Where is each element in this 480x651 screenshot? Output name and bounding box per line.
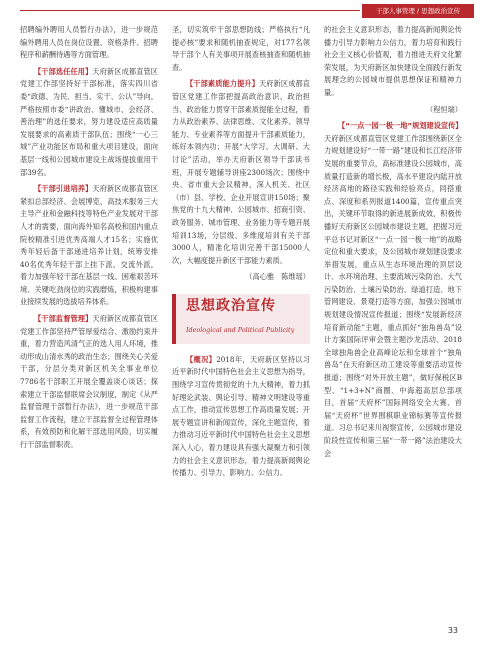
paragraph: 天府新区成都直管区党建工作部坚持好干部标准，落实四川省委“政德、为民、担当、实干、公认”导向，严格按照市委“讲政治、懂城市、会经济、善治理”的选任要求，努力建设适应高质量发展要求的高素质干部队伍；围绕“一心三城”产业功能区布局和重大项目建设，面向基层一线和公园城市建设主战场提拔重用干部39名。 bbox=[20, 66, 158, 177]
section-tag: 【干部监督管理】 bbox=[34, 314, 93, 324]
section-title: 思想政治宣传 bbox=[186, 297, 276, 314]
page-number: 33 bbox=[447, 626, 458, 635]
section-subtitle: Ideological and Political Publicity bbox=[186, 325, 295, 334]
section-label: 干部人事管理 / 思想政治宣传 bbox=[362, 4, 474, 18]
paragraph: 圣，切实筑牢干部思想防线；严格执行“凡提必核”要求和随机抽查规定，对177名领导干部个人有关事项开展查核抽查和随机抽查。 bbox=[172, 25, 310, 72]
paragraph: 招聘编外聘用人员暂行办法》，进一步规范编外聘用人员在岗位设置、资格条件、招聘程序和薪酬待遇等方面管理。 bbox=[20, 25, 158, 60]
paragraph: 天府新区成都直管区党建工作部围绕新区全力规划建设好“一带一路”建设和长江经济带发展的重要节点，高标准建设公园城市，高质量打造新的增长极，高水平建设内陆开放经济高地的路径实践和经验亮点，同搭重点、深度和系列报道1400篇，宣传重点突出，关键环节取得的新进展新成效，积极传播好天府新区公园城市建设主题，把握习近平总书记对新区“一点一园一极一地”的战略定位和重大要求，及公园城市规划建设要求举措发展，重点从生态环境治理的顶层设计、水环境治理、主要流域污染防治、大气污染防治、土壤污染防治、绿道打造、地下管网建设、景观打造等方面，加强公园城市规划建设情况宣传报道；围绕“发展新经济培育新动能”主题，重点抓好“独角兽岛”设计方案国际评审会暨主题沙龙活动、2018全球独角兽企业高峰论坛和全球首个“独角兽岛”在天府新区动工建设等重要活动宣传报道；围绕“对外开放主题”，做好保税区B型、“1+3+N”商圈、中海超高层总部项目，首届“天府杯”国际网络安全大赛、首届“天府杯”世界围棋职业锦标赛等宣传报道。习总书记来川视察宣传，公园城市建设阶段性宣传和第三届“一带一路”法治建设大会 bbox=[324, 133, 462, 458]
column-2 bbox=[172, 24, 310, 484]
header-rule bbox=[20, 10, 360, 11]
section-tag: 【干部素质能力提升】 bbox=[186, 79, 259, 89]
section-tag: 【干部引进培养】 bbox=[34, 184, 93, 194]
section-tag: 【概况】 bbox=[186, 354, 217, 364]
paragraph: 的社会主义意识形态，着力提高新闻舆论传播力引导力影响力公信力，着力培育和践行社会主义核心价值观，着力推进天府文化繁荣发展，为天府新区加快建设全面践行新发展理念的公园城市提供思想保证和精神力量。 bbox=[324, 25, 462, 97]
section-tag: 【干部选任任用】 bbox=[34, 66, 93, 76]
author-signature: （高心雅 陈维瑶） bbox=[245, 272, 310, 282]
author-signature: （程恒瑞） bbox=[426, 104, 462, 114]
page-header bbox=[0, 4, 480, 18]
paragraph: 2018年，天府新区坚持以习近平新时代中国特色社会主义思想为指导，围绕学习宣传贯彻党的十九大精神，着力抓好理论武装、舆论引导、精神文明建设等重点工作，推动宣传思想工作高质量发展；开展专题宣讲和新闻宣传，深化主题宣传，着力推动习近平新时代中国特色社会主义思想深入人心，着力建设具有强大凝聚力和引领力的社会主义意识形态，着力提高新闻舆论传播力、引导力、影响力、公信力。 bbox=[172, 354, 310, 478]
column-1 bbox=[20, 24, 158, 456]
paragraph: 天府新区成都直管区党建工作部把提高政治意识、政治担当、政治能力贯穿干部素质提能全过程，着力从政治素养、法律思维、文化素养、领导能力、专业素养等方面提升干部素质能力，练好本领内功；开展“大学习、大调研、大讨论”活动，举办天府新区领导干部读书班，开展专题辅导讲座2300场次；围绕中央、省市重大会议精神，深入机关、社区（市）县、学校、企业开展宣讲150场；聚焦党的十九大精神、公园城市、招商引资、政务服务、城市管理、业务能力等专题开展培训13场，分层级、多维度培训有关干部3000人，精准化培训完善干部15000人次，大幅度提升新区干部能力素质。 bbox=[172, 79, 310, 265]
section-heading-box bbox=[172, 294, 310, 344]
paragraph: 天府新区成都直管区紧扣总部经济、会展博览、高技术服务三大主导产业和金融科技等特色产业发展对干部人才的需要，面向海外知名高校和国内重点院校精准引进优秀高端人才15名；实施优秀年轻后备干部递进培养计划，统筹安排40名优秀年轻干部上挂下派、交流外派，着力加强年轻干部在基层一线、困难艰苦环境、关键吃劲岗位的实践磨炼，积极构建事业接续发展的选拔培养体系。 bbox=[20, 184, 158, 307]
paragraph: 天府新区成都直管区党建工作部坚持严管厚爱结合、激励约束并重，着力营造风清气正的选人用人环境，推动形成山清水秀的政治生态；围绕关心关爱干部，分层分类对新区机关全事业单位7786名干部职工开展全覆盖谈心谈话；探索建立干部监督联席会议制度，制定《从严监督管理干部暂行办法》，进一步规范干部监督工作流程，建立干部监督全过程管理体系，有效预防和化解干部选用风险，切实履行干部监督职责。 bbox=[20, 314, 158, 449]
section-tag: 【“一点一园一极一地”规划建设宣传】 bbox=[338, 121, 463, 131]
column-3 bbox=[324, 24, 462, 464]
